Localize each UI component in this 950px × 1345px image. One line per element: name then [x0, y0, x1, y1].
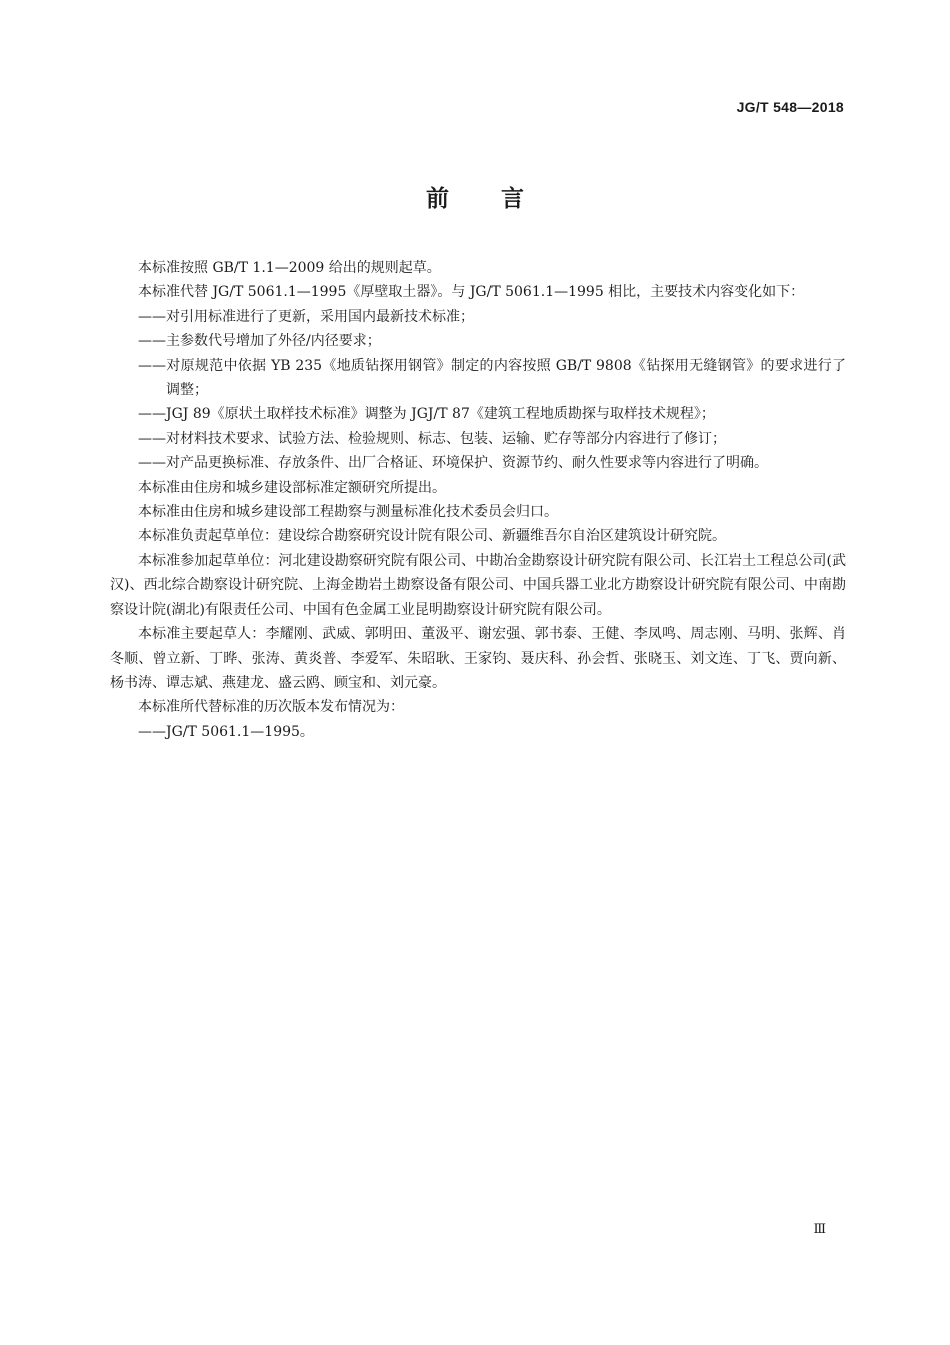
- change-item: ——对原规范中依据 YB 235《地质钻探用钢管》制定的内容按照 GB/T 9808《钻探用无缝钢管》的要求进行了调整；: [138, 357, 846, 399]
- foreword-body: [110, 256, 846, 744]
- paragraph-version-history: 本标准所代替标准的历次版本发布情况为：: [138, 699, 404, 716]
- page-number: Ⅲ: [813, 1222, 826, 1237]
- paragraph-participating-drafters: 本标准参加起草单位：河北建设勘察研究院有限公司、中勘冶金勘察设计研究院有限公司、长江岩土工程总公司(武汉)、西北综合勘察设计研究院、上海金勘岩土勘察设备有限公司、中国兵器工业北方勘察设计研究院有限公司、中南勘察设计院(湖北)有限责任公司、中国有色金属工业昆明勘察设计研究院有限公司。: [110, 552, 846, 618]
- page-title: 前言: [426, 186, 576, 212]
- paragraph-lead-drafters: 本标准负责起草单位：建设综合勘察研究设计院有限公司、新疆维吾尔自治区建筑设计研究院。: [138, 528, 726, 545]
- change-item: ——对产品更换标准、存放条件、出厂合格证、环境保护、资源节约、耐久性要求等内容进行了明确。: [138, 455, 768, 472]
- change-item: ——对引用标准进行了更新，采用国内最新技术标准；: [138, 308, 474, 325]
- paragraph-under-jurisdiction: 本标准由住房和城乡建设部工程勘察与测量标准化技术委员会归口。: [138, 504, 558, 521]
- paragraph-drafting-rules: 本标准按照 GB/T 1.1—2009 给出的规则起草。: [138, 260, 441, 276]
- change-item: ——JGJ 89《原状土取样技术标准》调整为 JGJ/T 87《建筑工程地质勘探与取样技术规程》；: [138, 406, 715, 423]
- change-item: ——主参数代号增加了外径/内径要求；: [138, 333, 381, 350]
- paragraph-proposed-by: 本标准由住房和城乡建设部标准定额研究所提出。: [138, 479, 446, 496]
- history-item: ——JG/T 5061.1—1995。: [138, 723, 314, 740]
- standard-code: JG/T 548—2018: [736, 99, 844, 115]
- change-item: ——对材料技术要求、试验方法、检验规则、标志、包装、运输、贮存等部分内容进行了修订；: [138, 430, 726, 447]
- paragraph-main-drafters: 本标准主要起草人：李耀刚、武威、郭明田、董汲平、谢宏强、郭书泰、王健、李凤鸣、周志刚、马明、张辉、肖冬顺、曾立新、丁晔、张涛、黄炎普、李爱军、朱昭耿、王家钧、聂庆科、孙会哲、张晓玉、刘文连、丁飞、贾向新、杨书涛、谭志斌、燕建龙、盛云鸥、顾宝和、刘元豪。: [110, 626, 846, 691]
- paragraph-replacement: 本标准代替 JG/T 5061.1—1995《厚壁取土器》。与 JG/T 5061.1—1995 相比，主要技术内容变化如下：: [138, 284, 805, 301]
